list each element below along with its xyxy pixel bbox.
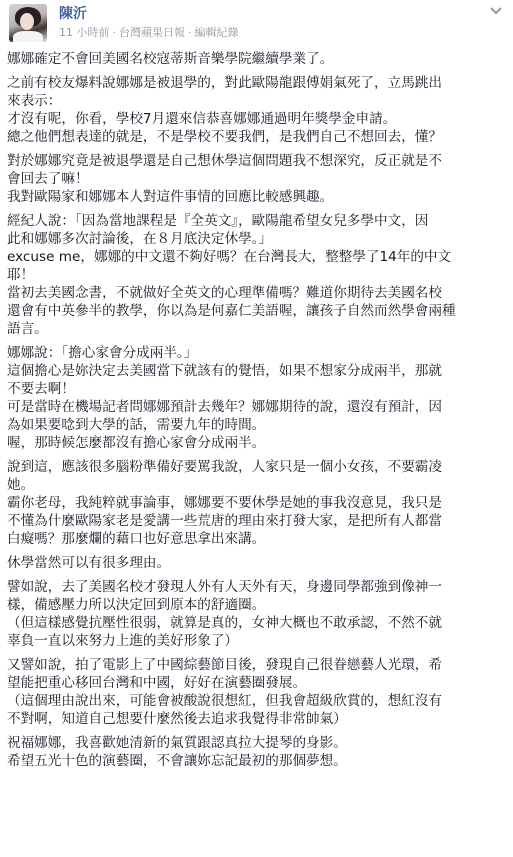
post-text-line: 此和娜娜多次討論後，在８月底決定休學。」 — [7, 231, 273, 247]
post-paragraph — [7, 152, 507, 206]
post-paragraph — [7, 554, 507, 572]
post-paragraph — [7, 578, 507, 650]
post-body — [7, 50, 507, 776]
post-text-line: 這個擔心是妳決定去美國當下就該有的覺悟，如果不想家分成兩半，那就 — [7, 363, 442, 379]
post-paragraph — [7, 212, 507, 338]
post-text-line: 不對啊，知道自己想要什麼然後去追求我覺得非常帥氣） — [7, 711, 347, 727]
post-text-line: 望能把重心移回台灣和中國，好好在演藝圈發展。 — [7, 675, 307, 691]
post-text-line: excuse me，娜娜的中文還不夠好嗎？在台灣長大，整整學了14年的中文 — [7, 249, 452, 265]
post-text-line: 可是當時在機場記者問娜娜預計去幾年？娜娜期待的說，還沒有預計，因 — [7, 399, 442, 415]
chevron-down-icon[interactable] — [487, 4, 505, 18]
post-text-line: 譬如說，去了美國名校才發現人外有人天外有天，身邊同學都強到像神一 — [7, 579, 442, 595]
post-text-line: 不要去啊！ — [7, 381, 75, 397]
post-text-line: 我對歐陽家和娜娜本人對這件事情的回應比較感興趣。 — [7, 189, 334, 205]
meta-separator: · — [188, 26, 192, 39]
post-header — [0, 0, 513, 44]
post-paragraph — [7, 50, 507, 68]
post-text-line: 不懂為什麼歐陽家老是愛講一些荒唐的理由來打發大家，是把所有人都當 — [7, 513, 442, 529]
post-paragraph — [7, 74, 507, 146]
post-text-line: 祝福娜娜，我喜歡她清新的氣質跟認真拉大提琴的身影。 — [7, 735, 347, 751]
post-timestamp[interactable]: 11 小時前 — [59, 26, 110, 39]
post-text-line: 為如果要唸到大學的話，需要九年的時間。 — [7, 417, 266, 433]
post-text-line: 霸你老母，我純粹就事論事，娜娜要不要休學是她的事我沒意見，我只是 — [7, 495, 442, 511]
post-text-line: 休學當然可以有很多理由。 — [7, 555, 171, 571]
post-text-line: 辜負一直以來努力上進的美好形象了） — [7, 633, 239, 649]
post-text-line: 總之他們想表達的就是，不是學校不要我們，是我們自己不想回去，懂？ — [7, 129, 442, 145]
post-paragraph — [7, 656, 507, 728]
post-text-line: 之前有校友爆料說娜娜是被退學的，對此歐陽龍跟傅娟氣死了，立馬跳出 — [7, 75, 442, 91]
post-paragraph — [7, 344, 507, 452]
post-text-line: （但這樣感覺抗壓性很弱，就算是真的，女神大概也不敢承認，不然不就 — [7, 615, 442, 631]
post-text-line: （這個理由說出來，可能會被酸說很想紅，但我會超級欣賞的，想紅沒有 — [7, 693, 442, 709]
post-paragraph — [7, 734, 507, 770]
post-text-line: 對於娜娜究竟是被退學還是自己想休學這個問題我不想深究，反正就是不 — [7, 153, 442, 169]
post-meta — [59, 24, 239, 40]
author-name[interactable]: 陳沂 — [59, 6, 87, 22]
post-text-line: 耶！ — [7, 267, 35, 283]
post-text-line: 語言。 — [7, 321, 48, 337]
post-text-line: 白癡嗎？那麼爛的藉口也好意思拿出來講。 — [7, 531, 266, 547]
post-source[interactable]: 台灣蘋果日報 — [119, 26, 185, 39]
post-text-line: 娜娜說：「擔心家會分成兩半。」 — [7, 345, 198, 361]
post-text-line: 希望五光十色的演藝圈，不會讓妳忘記最初的那個夢想。 — [7, 753, 347, 769]
post-text-line: 才沒有呢，你看，學校7月還來信恭喜娜娜通過明年獎學金申請。 — [7, 111, 397, 127]
post-text-line: 又譬如說，拍了電影上了中國綜藝節目後，發現自己很眷戀藝人光環，希 — [7, 657, 442, 673]
meta-separator: · — [112, 26, 116, 39]
post-text-line: 當初去美國念書，不就做好全英文的心理準備嗎？難道你期待去美國名校 — [7, 285, 442, 301]
post-text-line: 還會有中英參半的教學，你以為是何嘉仁美語喔，讓孩子自然而然學會兩種 — [7, 303, 456, 319]
post-text-line: 喔，那時候怎麼都沒有擔心家會分成兩半。 — [7, 435, 266, 451]
post-text-line: 會回去了嘛！ — [7, 171, 89, 187]
post-paragraph — [7, 458, 507, 548]
post-text-line: 她。 — [7, 477, 35, 493]
post-text-line: 娜娜確定不會回美國名校寇蒂斯音樂學院繼續學業了。 — [7, 51, 334, 67]
post-text-line: 說到這，應該很多腦粉準備好要罵我說，人家只是一個小女孩，不要霸凌 — [7, 459, 442, 475]
author-avatar[interactable] — [9, 4, 47, 42]
post-text-line: 樣，備感壓力所以決定回到原本的舒適圈。 — [7, 597, 266, 613]
post-text-line: 來表示： — [7, 93, 62, 109]
post-text-line: 經紀人說：「因為當地課程是『全英文』，歐陽龍希望女兒多學中文，因 — [7, 213, 429, 229]
edit-history-link[interactable]: 編輯紀錄 — [194, 26, 239, 39]
